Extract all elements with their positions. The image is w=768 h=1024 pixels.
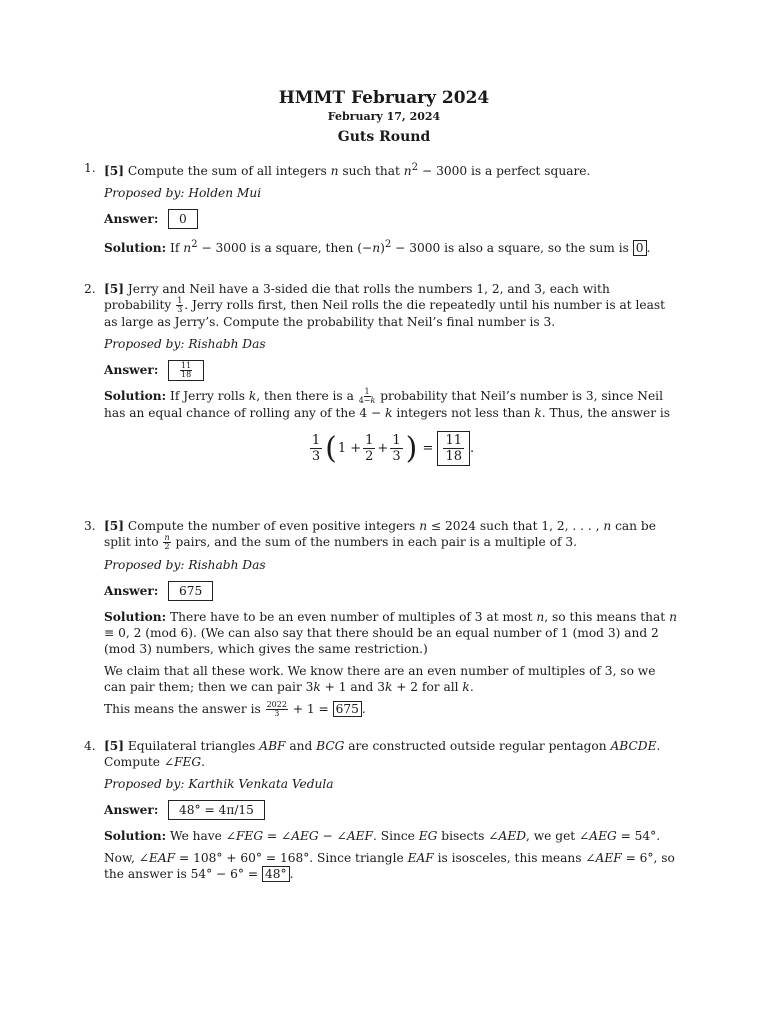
answer-box: 11 18 [168,360,204,381]
proposer: Proposed by: Karthik Venkata Vedula [104,777,334,791]
answer-row [104,360,678,380]
solution-label: Solution: [104,829,167,843]
answer-label: Answer: [104,584,159,598]
proposer-name: Holden Mui [188,186,262,201]
solution-paragraph: This means the answer is $\frac{2022}{3}$ + 1 = 675 . [104,700,366,718]
solution-label: Solution: [104,610,167,624]
problem-2 [84,281,678,466]
problem-number: 3. [84,519,96,533]
problem-statement: [5] Compute the sum of all integers n such that $n^2 - 3000$ is a perfect square. [104,162,591,179]
answer-row [104,209,678,229]
boxed-result: 0 [633,240,647,256]
contest-date: February 17, 2024 [327,110,441,123]
points: [5] [104,164,125,179]
display-equation: 1 3 ( 1 + 1 2 + 1 3 ) = 11 18 . [311,430,475,466]
problem-statement: [5] Equilateral triangles ABF and BCG are constructed outside regular pentagon ABCDE. Compute ∠FEG. [104,739,661,769]
solution: Solution: If Jerry rolls k, then there is a $\frac{1}{4-k}$ probability that Neil’s number is 3, since Neil has an equal chance of rolling any of the 4 − k integers not less than k. Thus, the answer is [104,387,671,420]
solution-label: Solution: [104,241,167,256]
problem-3 [84,518,678,724]
answer-row [104,581,678,601]
points: [5] [104,282,125,296]
boxed-result: 11 18 [437,431,470,466]
problem-number: 2. [84,282,96,296]
problem-4 [84,738,678,888]
points: [5] [104,519,125,533]
points: [5] [104,739,125,753]
problem-statement: [5] Jerry and Neil have a 3-sided die that rolls the numbers 1, 2, and 3, each with probability $\frac{1}{3}$ . Jerry rolls first, then Neil rolls the die repeatedly until his number is at least as large as Jerry’s. Compute the probability that Neil’s final number is 3. [104,282,666,329]
problem-1 [84,160,678,262]
problem-statement: [5] Compute the number of even positive integers n ≤ 2024 such that 1, 2, . . . , n can be split into $\frac{n}{2}$ pairs, and the sum of the numbers in each pair is a multiple of 3. [104,519,656,551]
problem-number: 4. [84,739,96,753]
answer-label: Answer: [104,363,159,377]
answer-row [104,800,678,820]
solution: Solution: If $n^2 - 3000$ is a square, then $(-n)^2 - 3000$ is also a square, so the sum is 0 . [104,239,651,256]
proposer-name: Rishabh Das [188,337,266,351]
boxed-result: 48° [262,866,290,882]
answer-label: Answer: [104,212,159,227]
answer-box: 48° = 4π/15 [168,800,265,820]
answer-box: 675 [168,581,213,601]
proposer-name: Karthik Venkata Vedula [188,777,334,791]
solution-label: Solution: [104,389,167,403]
proposer: Proposed by: Rishabh Das [104,337,266,351]
solution-paragraph: We claim that all these work. We know there are an even number of multiples of 3, so we can pair them; then we can pair 3k + 1 and 3k + 2 for all k. [104,664,656,694]
solution: Solution: There have to be an even number of multiples of 3 at most n, so this means that n ≡ 0, 2 (mod 6). (We can also say that there should be an equal number of 1 (mod 3) and 2 (mod 3) numbers, which gives the same restriction.) [104,610,677,656]
round-title: Guts Round [337,129,431,145]
contest-title: HMMT February 2024 [278,88,490,108]
answer-box: 0 [168,209,198,229]
boxed-result: 675 [333,701,362,717]
proposer-name: Rishabh Das [188,558,266,572]
proposer: Proposed by: Holden Mui [104,186,262,201]
solution: Solution: We have ∠FEG = ∠AEG − ∠AEF. Since EG bisects ∠AED, we get ∠AEG = 54°. [104,829,661,843]
proposer: Proposed by: Rishabh Das [104,558,266,572]
answer-label: Answer: [104,803,159,817]
problem-number: 1. [84,161,96,175]
solution-paragraph: Now, ∠EAF = 108° + 60° = 168°. Since triangle EAF is isosceles, this means ∠AEF = 6°, so the answer is 54° − 6° = 48° . [104,851,675,881]
